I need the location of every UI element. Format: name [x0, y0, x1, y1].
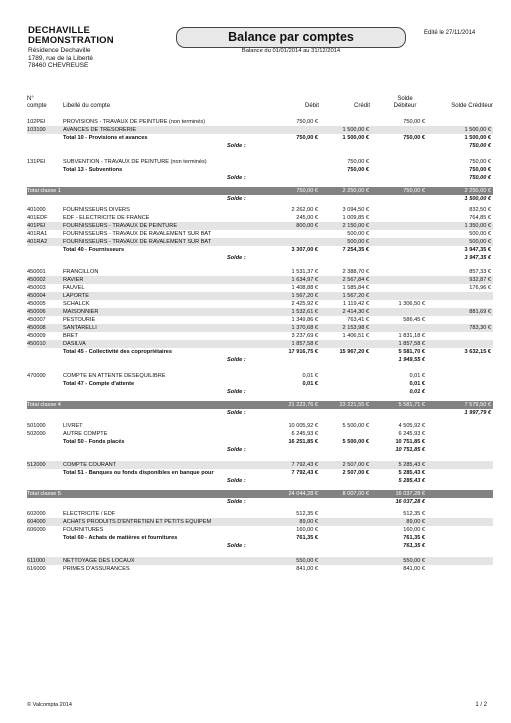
account-code: 450007: [27, 317, 46, 323]
solde-debiteur-cell: 5 285,43 €: [398, 462, 425, 468]
col-header-solde-debiteur: [380, 96, 430, 110]
account-code: 401RA2: [27, 239, 48, 245]
solde-row: [27, 195, 493, 203]
credit-cell: 7 254,35 €: [342, 247, 369, 253]
debit-cell: 750,00 €: [296, 135, 318, 141]
solde-crediteur-cell: 750,00 €: [469, 167, 491, 173]
subtotal-row: [27, 134, 493, 142]
account-code: 450010: [27, 341, 46, 347]
debit-cell: 1 567,20 €: [291, 293, 318, 299]
col-header-debit: Débit: [304, 103, 319, 109]
table-row: [27, 126, 493, 134]
account-code: 450004: [27, 293, 46, 299]
class-total-row: [27, 187, 493, 195]
account-code: 401000: [27, 207, 46, 213]
solde-crediteur-cell: 3 632,15 €: [464, 349, 491, 355]
solde-debiteur-cell: 761,35 €: [403, 535, 425, 541]
solde-crediteur-cell: 1 350,00 €: [464, 223, 491, 229]
table-row: [27, 118, 493, 126]
account-code: 616000: [27, 566, 46, 572]
solde-row: [27, 174, 493, 182]
account-label: ELECTRICITE / EDF: [63, 511, 116, 517]
solde-debiteur-cell: 550,00 €: [403, 558, 425, 564]
table-row: [27, 324, 493, 332]
credit-cell: 15 967,20 €: [339, 349, 369, 355]
address-line-3: 78460 CHEVREUSE: [28, 62, 89, 69]
account-label: Solde :: [227, 196, 246, 202]
account-code: 470000: [27, 373, 46, 379]
table-row: [27, 238, 493, 246]
credit-cell: 750,00 €: [347, 167, 369, 173]
account-label: COMPTE EN ATTENTE DESEQUILIBRE: [63, 373, 166, 379]
account-code: 604000: [27, 519, 46, 525]
account-code: 401EDF: [27, 215, 48, 221]
credit-cell: 1 406,51 €: [342, 333, 369, 339]
account-label: PESTOURIE: [63, 317, 96, 323]
account-code: 450006: [27, 309, 46, 315]
solde-debiteur-cell: 1 831,18 €: [398, 333, 425, 339]
solde-debiteur-cell: 5 581,71 €: [398, 402, 425, 408]
debit-cell: 160,00 €: [296, 527, 318, 533]
edited-date: Edité le 27/11/2014: [424, 30, 476, 36]
account-label: RAVIER: [63, 277, 84, 283]
account-code: 502000: [27, 431, 46, 437]
credit-cell: 2 150,00 €: [342, 223, 369, 229]
page-number: 1 / 2: [475, 702, 487, 708]
account-label: Solde :: [227, 357, 246, 363]
page-title: Balance par comptes: [176, 27, 406, 48]
debit-cell: 750,00 €: [296, 119, 318, 125]
account-label: Total 50 - Fonds placés: [63, 439, 125, 445]
company-name: [28, 26, 114, 46]
account-label: SCHALCK: [63, 301, 90, 307]
subtotal-row: [27, 348, 493, 356]
solde-row: [27, 542, 493, 550]
solde-row: [27, 446, 493, 454]
account-code: Total classe 1: [27, 188, 61, 194]
table-row: [27, 422, 493, 430]
solde-crediteur-cell: 750,00 €: [469, 159, 491, 165]
table-row: [27, 158, 493, 166]
subtotal-row: [27, 438, 493, 446]
debit-cell: 24 044,28 €: [288, 491, 318, 497]
solde-crediteur-cell: 3 947,35 €: [464, 247, 491, 253]
col-code-label-2: compte: [27, 103, 47, 109]
account-code: 450001: [27, 269, 46, 275]
credit-cell: 2 507,00 €: [342, 462, 369, 468]
solde-crediteur-cell: 764,85 €: [469, 215, 491, 221]
credit-cell: 750,00 €: [347, 159, 369, 165]
account-label: SUBVENTION - TRAVAUX DE PEINTURE (non terminés): [63, 159, 207, 165]
account-label: Solde :: [227, 389, 246, 395]
credit-cell: 2 507,00 €: [342, 470, 369, 476]
solde-debiteur-cell: 0,01 €: [409, 373, 425, 379]
col-header-solde-crediteur: Solde Créditeur: [451, 103, 493, 109]
account-code: 131PEI: [27, 159, 46, 165]
solde-crediteur-cell: 857,33 €: [469, 269, 491, 275]
credit-cell: 1 009,85 €: [342, 215, 369, 221]
table-row: [27, 206, 493, 214]
credit-cell: 2 250,00 €: [342, 188, 369, 194]
table-row: [27, 332, 493, 340]
debit-cell: 16 251,85 €: [288, 439, 318, 445]
account-code: 512000: [27, 462, 46, 468]
table-row: [27, 565, 493, 573]
table-row: [27, 308, 493, 316]
table-row: [27, 284, 493, 292]
debit-cell: 10 005,92 €: [288, 423, 318, 429]
debit-cell: 1 408,88 €: [291, 285, 318, 291]
table-row: [27, 430, 493, 438]
table-row: [27, 372, 493, 380]
solde-debiteur-cell: 1 306,50 €: [398, 301, 425, 307]
credit-cell: 2 153,98 €: [342, 325, 369, 331]
account-label: Total 40 - Fournisseurs: [63, 247, 125, 253]
account-label: FRANCILLON: [63, 269, 99, 275]
debit-cell: 841,00 €: [296, 566, 318, 572]
account-code: 450003: [27, 285, 46, 291]
solde-debiteur-cell: 1 857,58 €: [398, 341, 425, 347]
solde-crediteur-cell: 500,00 €: [469, 231, 491, 237]
debit-cell: 0,01 €: [302, 373, 318, 379]
solde-row: [27, 254, 493, 262]
solde-crediteur-cell: 7 579,50 €: [464, 402, 491, 408]
solde-crediteur-cell: 1 500,00 €: [464, 196, 491, 202]
account-label: PROVISIONS - TRAVAUX DE PEINTURE (non terminés): [63, 119, 206, 125]
account-code: 450005: [27, 301, 46, 307]
debit-cell: 6 245,93 €: [291, 431, 318, 437]
col-code-label: N°: [27, 96, 34, 102]
credit-cell: 2 414,30 €: [342, 309, 369, 315]
col-header-libelle: Libellé du compte: [63, 103, 111, 109]
table-row: [27, 214, 493, 222]
solde-debiteur-cell: 750,00 €: [403, 188, 425, 194]
solde-crediteur-cell: 1 500,00 €: [464, 127, 491, 133]
debit-cell: 89,00 €: [299, 519, 318, 525]
solde-debiteur-cell: 10 751,85 €: [395, 439, 425, 445]
account-label: AUTRE COMPTE: [63, 431, 108, 437]
account-label: Total 45 - Collectivité des copropriétaires: [63, 349, 173, 355]
debit-cell: 7 792,43 €: [291, 470, 318, 476]
account-label: NETTOYAGE DES LOCAUX: [63, 558, 135, 564]
debit-cell: 550,00 €: [296, 558, 318, 564]
table-row: [27, 340, 493, 348]
account-label: Solde :: [227, 478, 246, 484]
solde-row: [27, 477, 493, 485]
solde-crediteur-cell: 2 250,00 €: [464, 188, 491, 194]
solde-row: [27, 409, 493, 417]
company-line-2: DEMONSTRATION: [28, 35, 114, 46]
col-sd-label-1: Solde: [397, 96, 413, 102]
debit-cell: 245,00 €: [296, 215, 318, 221]
account-code: 401PEI: [27, 223, 46, 229]
credit-cell: 1 585,84 €: [342, 285, 369, 291]
account-label: LAPORTE: [63, 293, 90, 299]
period-subtitle: Balance du 01/01/2014 au 31/12/2014: [241, 48, 341, 54]
account-code: 450008: [27, 325, 46, 331]
debit-cell: 21 223,76 €: [288, 402, 318, 408]
credit-cell: 23 221,55 €: [339, 402, 369, 408]
account-label: PRIMES D'ASSURANCES: [63, 566, 130, 572]
solde-debiteur-cell: 841,00 €: [403, 566, 425, 572]
table-row: [27, 526, 493, 534]
class-total-row: [27, 490, 493, 498]
account-label: Solde :: [227, 543, 246, 549]
solde-crediteur-cell: 932,87 €: [469, 277, 491, 283]
account-code: 450002: [27, 277, 46, 283]
credit-cell: 500,00 €: [347, 239, 369, 245]
account-code: 611000: [27, 558, 46, 564]
table-row: [27, 316, 493, 324]
solde-debiteur-cell: 1 949,55 €: [398, 357, 425, 363]
account-label: FOURNITURES: [63, 527, 104, 533]
solde-crediteur-cell: 783,30 €: [469, 325, 491, 331]
account-label: FOURNISSEURS - TRAVAUX DE RAVALEMENT SUR BAT: [63, 231, 212, 237]
solde-debiteur-cell: 5 581,70 €: [398, 349, 425, 355]
credit-cell: 2 567,84 €: [342, 277, 369, 283]
debit-cell: 1 532,61 €: [291, 309, 318, 315]
table-row: [27, 292, 493, 300]
table-row: [27, 510, 493, 518]
solde-row: [27, 356, 493, 364]
account-label: EDF - ELECTRICITE DE FRANCE: [63, 215, 150, 221]
table-row: [27, 518, 493, 526]
account-label: BRET: [63, 333, 78, 339]
subtotal-row: [27, 166, 493, 174]
account-label: Total 13 - Subventions: [63, 167, 123, 173]
subtotal-row: [27, 246, 493, 254]
credit-cell: 5 500,00 €: [342, 439, 369, 445]
account-label: Solde :: [227, 447, 246, 453]
solde-crediteur-cell: 750,00 €: [469, 143, 491, 149]
account-label: Total 10 - Provisions et avances: [63, 135, 148, 141]
account-code: 450009: [27, 333, 46, 339]
table-row: [27, 276, 493, 284]
solde-debiteur-cell: 160,00 €: [403, 527, 425, 533]
account-code: Total classe 5: [27, 491, 61, 497]
solde-debiteur-cell: 6 245,93 €: [398, 431, 425, 437]
debit-cell: 7 792,43 €: [291, 462, 318, 468]
solde-debiteur-cell: 16 037,28 €: [395, 491, 425, 497]
debit-cell: 1 634,97 €: [291, 277, 318, 283]
solde-debiteur-cell: 16 037,28 €: [395, 499, 425, 505]
solde-row: [27, 498, 493, 506]
credit-cell: 500,00 €: [347, 231, 369, 237]
solde-crediteur-cell: 832,50 €: [469, 207, 491, 213]
account-label: FOURNISSEURS - TRAVAUX DE PEINTURE: [63, 223, 178, 229]
solde-crediteur-cell: 1 997,79 €: [464, 410, 491, 416]
credit-cell: 8 007,00 €: [342, 491, 369, 497]
account-code: 501000: [27, 423, 46, 429]
solde-debiteur-cell: 750,00 €: [403, 119, 425, 125]
subtotal-row: [27, 469, 493, 477]
col-header-code: [27, 96, 57, 110]
account-label: COMPTE COURANT: [63, 462, 117, 468]
solde-crediteur-cell: 881,69 €: [469, 309, 491, 315]
solde-debiteur-cell: 5 285,43 €: [398, 470, 425, 476]
debit-cell: 512,35 €: [296, 511, 318, 517]
solde-debiteur-cell: 4 505,92 €: [398, 423, 425, 429]
debit-cell: 1 531,37 €: [291, 269, 318, 275]
solde-crediteur-cell: 1 500,00 €: [464, 135, 491, 141]
account-label: FOURNISSEURS DIVERS: [63, 207, 130, 213]
account-label: DASILVA: [63, 341, 86, 347]
credit-cell: 1 119,42 €: [342, 301, 369, 307]
account-code: Total classe 4: [27, 402, 61, 408]
account-code: 102PEI: [27, 119, 46, 125]
account-label: ACHATS PRODUITS D'ENTRETIEN ET PETITS EQUIPEM: [63, 519, 212, 525]
debit-cell: 761,35 €: [296, 535, 318, 541]
solde-debiteur-cell: 10 751,85 €: [395, 447, 425, 453]
solde-debiteur-cell: 750,00 €: [403, 135, 425, 141]
company-address: [28, 47, 93, 70]
debit-cell: 2 425,92 €: [291, 301, 318, 307]
account-label: FAUVEL: [63, 285, 85, 291]
table-row: [27, 222, 493, 230]
solde-row: [27, 388, 493, 396]
credit-cell: 1 567,20 €: [342, 293, 369, 299]
account-label: Solde :: [227, 143, 246, 149]
account-label: FOURNISSEURS - TRAVAUX DE RAVALEMENT SUR BAT: [63, 239, 212, 245]
subtotal-row: [27, 380, 493, 388]
credit-cell: 1 500,00 €: [342, 135, 369, 141]
solde-crediteur-cell: 176,96 €: [469, 285, 491, 291]
company-line-1: DECHAVILLE: [28, 25, 90, 36]
solde-debiteur-cell: 0,01 €: [409, 389, 425, 395]
account-label: Total 51 - Banques ou fonds disponibles en banque pour: [63, 470, 214, 476]
debit-cell: 750,00 €: [296, 188, 318, 194]
debit-cell: 1 857,58 €: [291, 341, 318, 347]
solde-debiteur-cell: 586,45 €: [403, 317, 425, 323]
address-line-2: 1789, rue de la Liberté: [28, 54, 94, 62]
account-label: Solde :: [227, 175, 246, 181]
table-row: [27, 300, 493, 308]
credit-cell: 2 388,70 €: [342, 269, 369, 275]
account-code: 401RA1: [27, 231, 48, 237]
solde-crediteur-cell: 3 947,35 €: [464, 255, 491, 261]
debit-cell: 0,01 €: [302, 381, 318, 387]
account-label: MAISONNIER: [63, 309, 99, 315]
account-label: Solde :: [227, 499, 246, 505]
account-code: 103100: [27, 127, 46, 133]
account-code: 602000: [27, 511, 46, 517]
solde-debiteur-cell: 761,35 €: [403, 543, 425, 549]
solde-row: [27, 142, 493, 150]
account-label: Solde :: [227, 255, 246, 261]
account-label: Total 47 - Compte d'attente: [63, 381, 135, 387]
credit-cell: 763,41 €: [347, 317, 369, 323]
debit-cell: 1 349,86 €: [291, 317, 318, 323]
credit-cell: 1 500,00 €: [342, 127, 369, 133]
account-label: Total 60 - Achats de matières et fournitures: [63, 535, 178, 541]
credit-cell: 3 094,50 €: [342, 207, 369, 213]
col-sd-label-2: Débiteur: [393, 103, 417, 109]
class-total-row: [27, 401, 493, 409]
account-label: SANTARELLI: [63, 325, 97, 331]
subtotal-row: [27, 534, 493, 542]
account-code: 606000: [27, 527, 46, 533]
debit-cell: 17 916,75 €: [288, 349, 318, 355]
footer-copyright: © Valcompta 2014: [27, 702, 72, 708]
account-label: Solde :: [227, 410, 246, 416]
debit-cell: 800,00 €: [296, 223, 318, 229]
table-row: [27, 230, 493, 238]
debit-cell: 1 370,68 €: [291, 325, 318, 331]
col-header-credit: Crédit: [353, 103, 370, 109]
solde-debiteur-cell: 0,01 €: [409, 381, 425, 387]
table-row: [27, 461, 493, 469]
solde-crediteur-cell: 750,00 €: [469, 175, 491, 181]
solde-crediteur-cell: 500,00 €: [469, 239, 491, 245]
account-label: AVANCES DE TRESORERIE: [63, 127, 137, 133]
credit-cell: 5 500,00 €: [342, 423, 369, 429]
solde-debiteur-cell: 89,00 €: [406, 519, 425, 525]
solde-debiteur-cell: 5 285,43 €: [398, 478, 425, 484]
solde-debiteur-cell: 512,35 €: [403, 511, 425, 517]
address-line-1: Résidence Dechaville: [28, 47, 91, 54]
table-row: [27, 557, 493, 565]
debit-cell: 3 237,69 €: [291, 333, 318, 339]
debit-cell: 2 262,00 €: [291, 207, 318, 213]
debit-cell: 3 307,00 €: [291, 247, 318, 253]
table-row: [27, 268, 493, 276]
account-label: LIVRET: [63, 423, 83, 429]
